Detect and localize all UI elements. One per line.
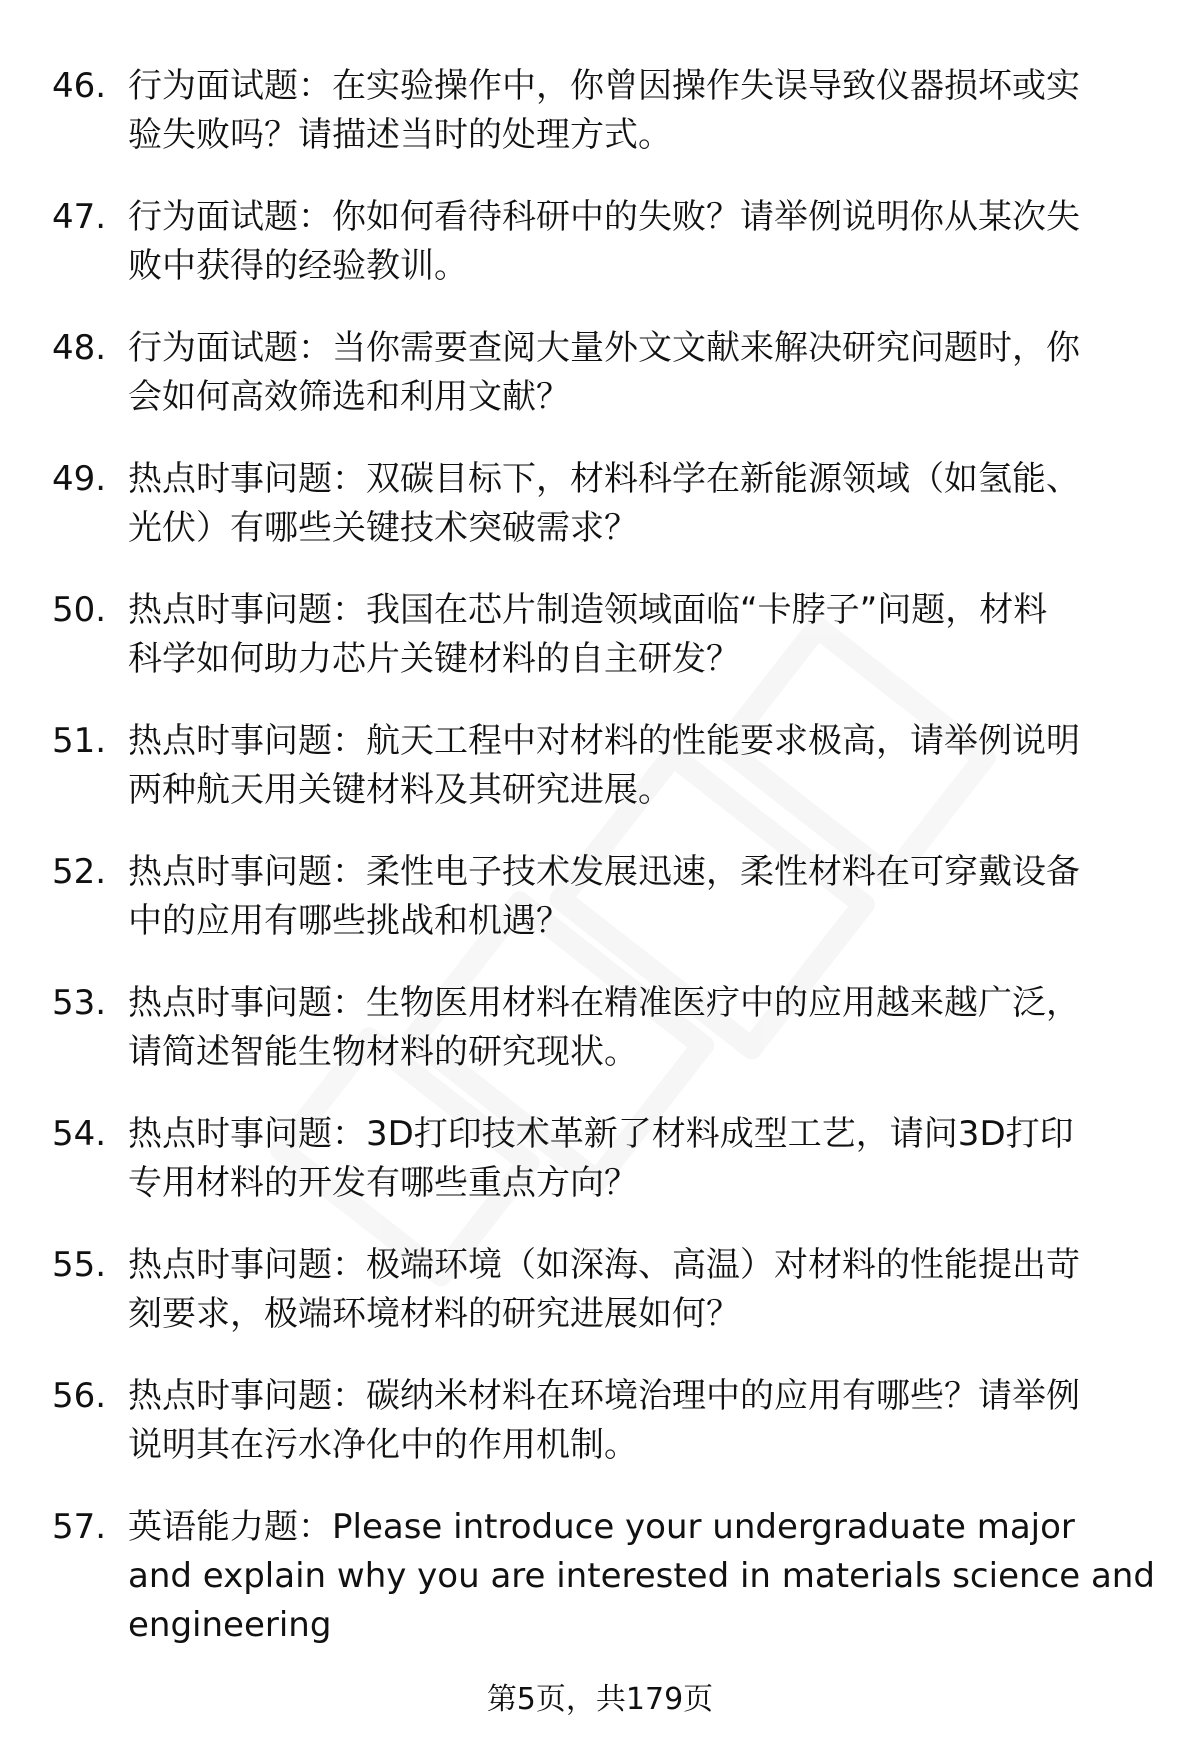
question-number: 50.	[52, 590, 107, 630]
question-text: 热点时事问题：3D打印技术革新了材料成型工艺，请问3D打印 专用材料的开发有哪些重点方向？	[128, 1114, 1074, 1203]
question-number: 57.	[52, 1507, 107, 1547]
question-text: 热点时事问题：碳纳米材料在环境治理中的应用有哪些？请举例 说明其在污水净化中的作用机制。	[128, 1376, 1080, 1465]
question-item	[52, 1503, 1157, 1650]
question-number: 51.	[52, 721, 107, 761]
question-item	[52, 586, 1157, 684]
question-text: 英语能力题：Please introduce your undergraduate major and explain why you are interested in materials science and engineering	[128, 1507, 1155, 1645]
question-number: 55.	[52, 1245, 107, 1285]
question-item	[52, 848, 1157, 946]
question-text: 热点时事问题：双碳目标下，材料科学在新能源领域（如氢能、 光伏）有哪些关键技术突破需求？	[128, 459, 1080, 548]
question-item	[52, 62, 1157, 160]
question-item	[52, 324, 1157, 422]
question-item	[52, 455, 1157, 553]
question-number: 46.	[52, 66, 107, 106]
question-number: 49.	[52, 459, 107, 499]
question-item	[52, 1110, 1157, 1208]
question-item	[52, 717, 1157, 815]
question-number: 53.	[52, 983, 107, 1023]
question-text: 热点时事问题：我国在芯片制造领域面临“卡脖子”问题，材料 科学如何助力芯片关键材料的自主研发？	[128, 590, 1048, 679]
question-number: 56.	[52, 1376, 107, 1416]
question-number: 54.	[52, 1114, 107, 1154]
question-number: 48.	[52, 328, 107, 368]
question-item	[52, 1372, 1157, 1470]
question-text: 热点时事问题：柔性电子技术发展迅速，柔性材料在可穿戴设备 中的应用有哪些挑战和机遇？	[128, 852, 1080, 941]
question-item	[52, 1241, 1157, 1339]
question-text: 行为面试题：在实验操作中，你曾因操作失误导致仪器损坏或实 验失败吗？请描述当时的处理方式。	[128, 66, 1080, 155]
question-text: 热点时事问题：生物医用材料在精准医疗中的应用越来越广泛， 请简述智能生物材料的研究现状。	[128, 983, 1080, 1072]
question-text: 热点时事问题：航天工程中对材料的性能要求极高，请举例说明 两种航天用关键材料及其研究进展。	[128, 721, 1080, 810]
question-list	[52, 62, 1157, 1650]
question-item	[52, 979, 1157, 1077]
question-text: 行为面试题：当你需要查阅大量外文文献来解决研究问题时，你 会如何高效筛选和利用文献？	[128, 328, 1080, 417]
page-number-footer: 第5页，共179页	[486, 1682, 714, 1717]
question-number: 52.	[52, 852, 107, 892]
question-text: 热点时事问题：极端环境（如深海、高温）对材料的性能提出苛 刻要求，极端环境材料的研究进展如何？	[128, 1245, 1080, 1334]
question-text: 行为面试题：你如何看待科研中的失败？请举例说明你从某次失 败中获得的经验教训。	[128, 197, 1080, 286]
question-item	[52, 193, 1157, 291]
question-number: 47.	[52, 197, 107, 237]
